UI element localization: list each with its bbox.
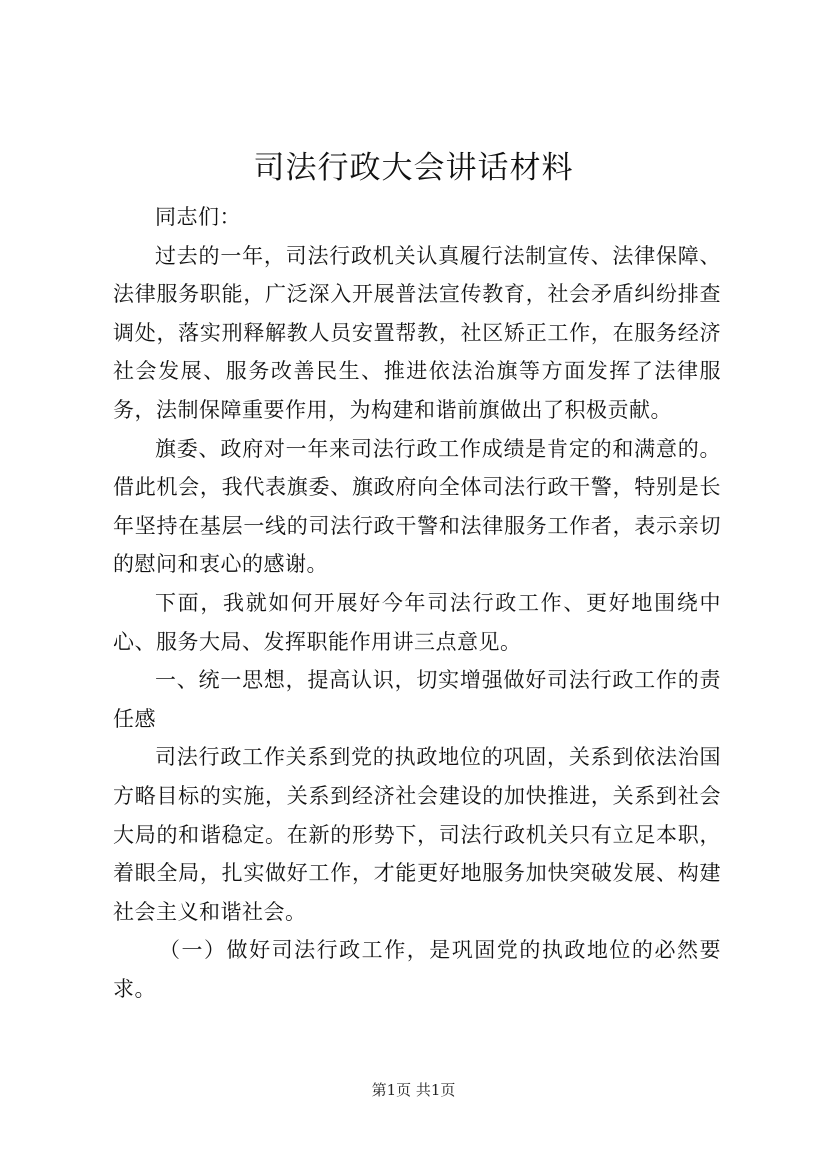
salutation-paragraph: 同志们： (155, 205, 241, 229)
body-paragraph: 过去的一年，司法行政机关认真履行法制宣传、法律保障、法律服务职能，广泛深入开展普法宣传教育，社会矛盾纠纷排查调处，落实刑释解教人员安置帮教，社区矫正工作，在服务经济社会发展、服务改善民生、推进依法治旗等方面发挥了法律服务，法制保障重要作用，为构建和谐前旗做出了积极贡献。 (113, 243, 721, 422)
body-paragraph: 下面，我就如何开展好今年司法行政工作、更好地围绕中心、服务大局、发挥职能作用讲三点意见。 (113, 590, 721, 654)
page-footer: 第1页 共1页 (371, 1081, 456, 1099)
document-body (113, 198, 721, 1008)
document-title: 司法行政大会讲话材料 (253, 150, 574, 186)
body-paragraph: 旗委、政府对一年来司法行政工作成绩是肯定的和满意的。借此机会，我代表旗委、旗政府向全体司法行政干警，特别是长年坚持在基层一线的司法行政干警和法律服务工作者，表示亲切的慰问和衷心的感谢。 (113, 436, 721, 577)
section-heading: 一、统一思想，提高认识，切实增强做好司法行政工作的责任感 (113, 668, 721, 731)
subsection-heading: （一）做好司法行政工作，是巩固党的执政地位的必然要求。 (113, 938, 721, 1001)
body-paragraph: 司法行政工作关系到党的执政地位的巩固，关系到依法治国方略目标的实施，关系到经济社会建设的加快推进，关系到社会大局的和谐稳定。在新的形势下，司法行政机关只有立足本职，着眼全局，扎实做好工作，才能更好地服务加快突破发展、构建社会主义和谐社会。 (113, 745, 721, 924)
